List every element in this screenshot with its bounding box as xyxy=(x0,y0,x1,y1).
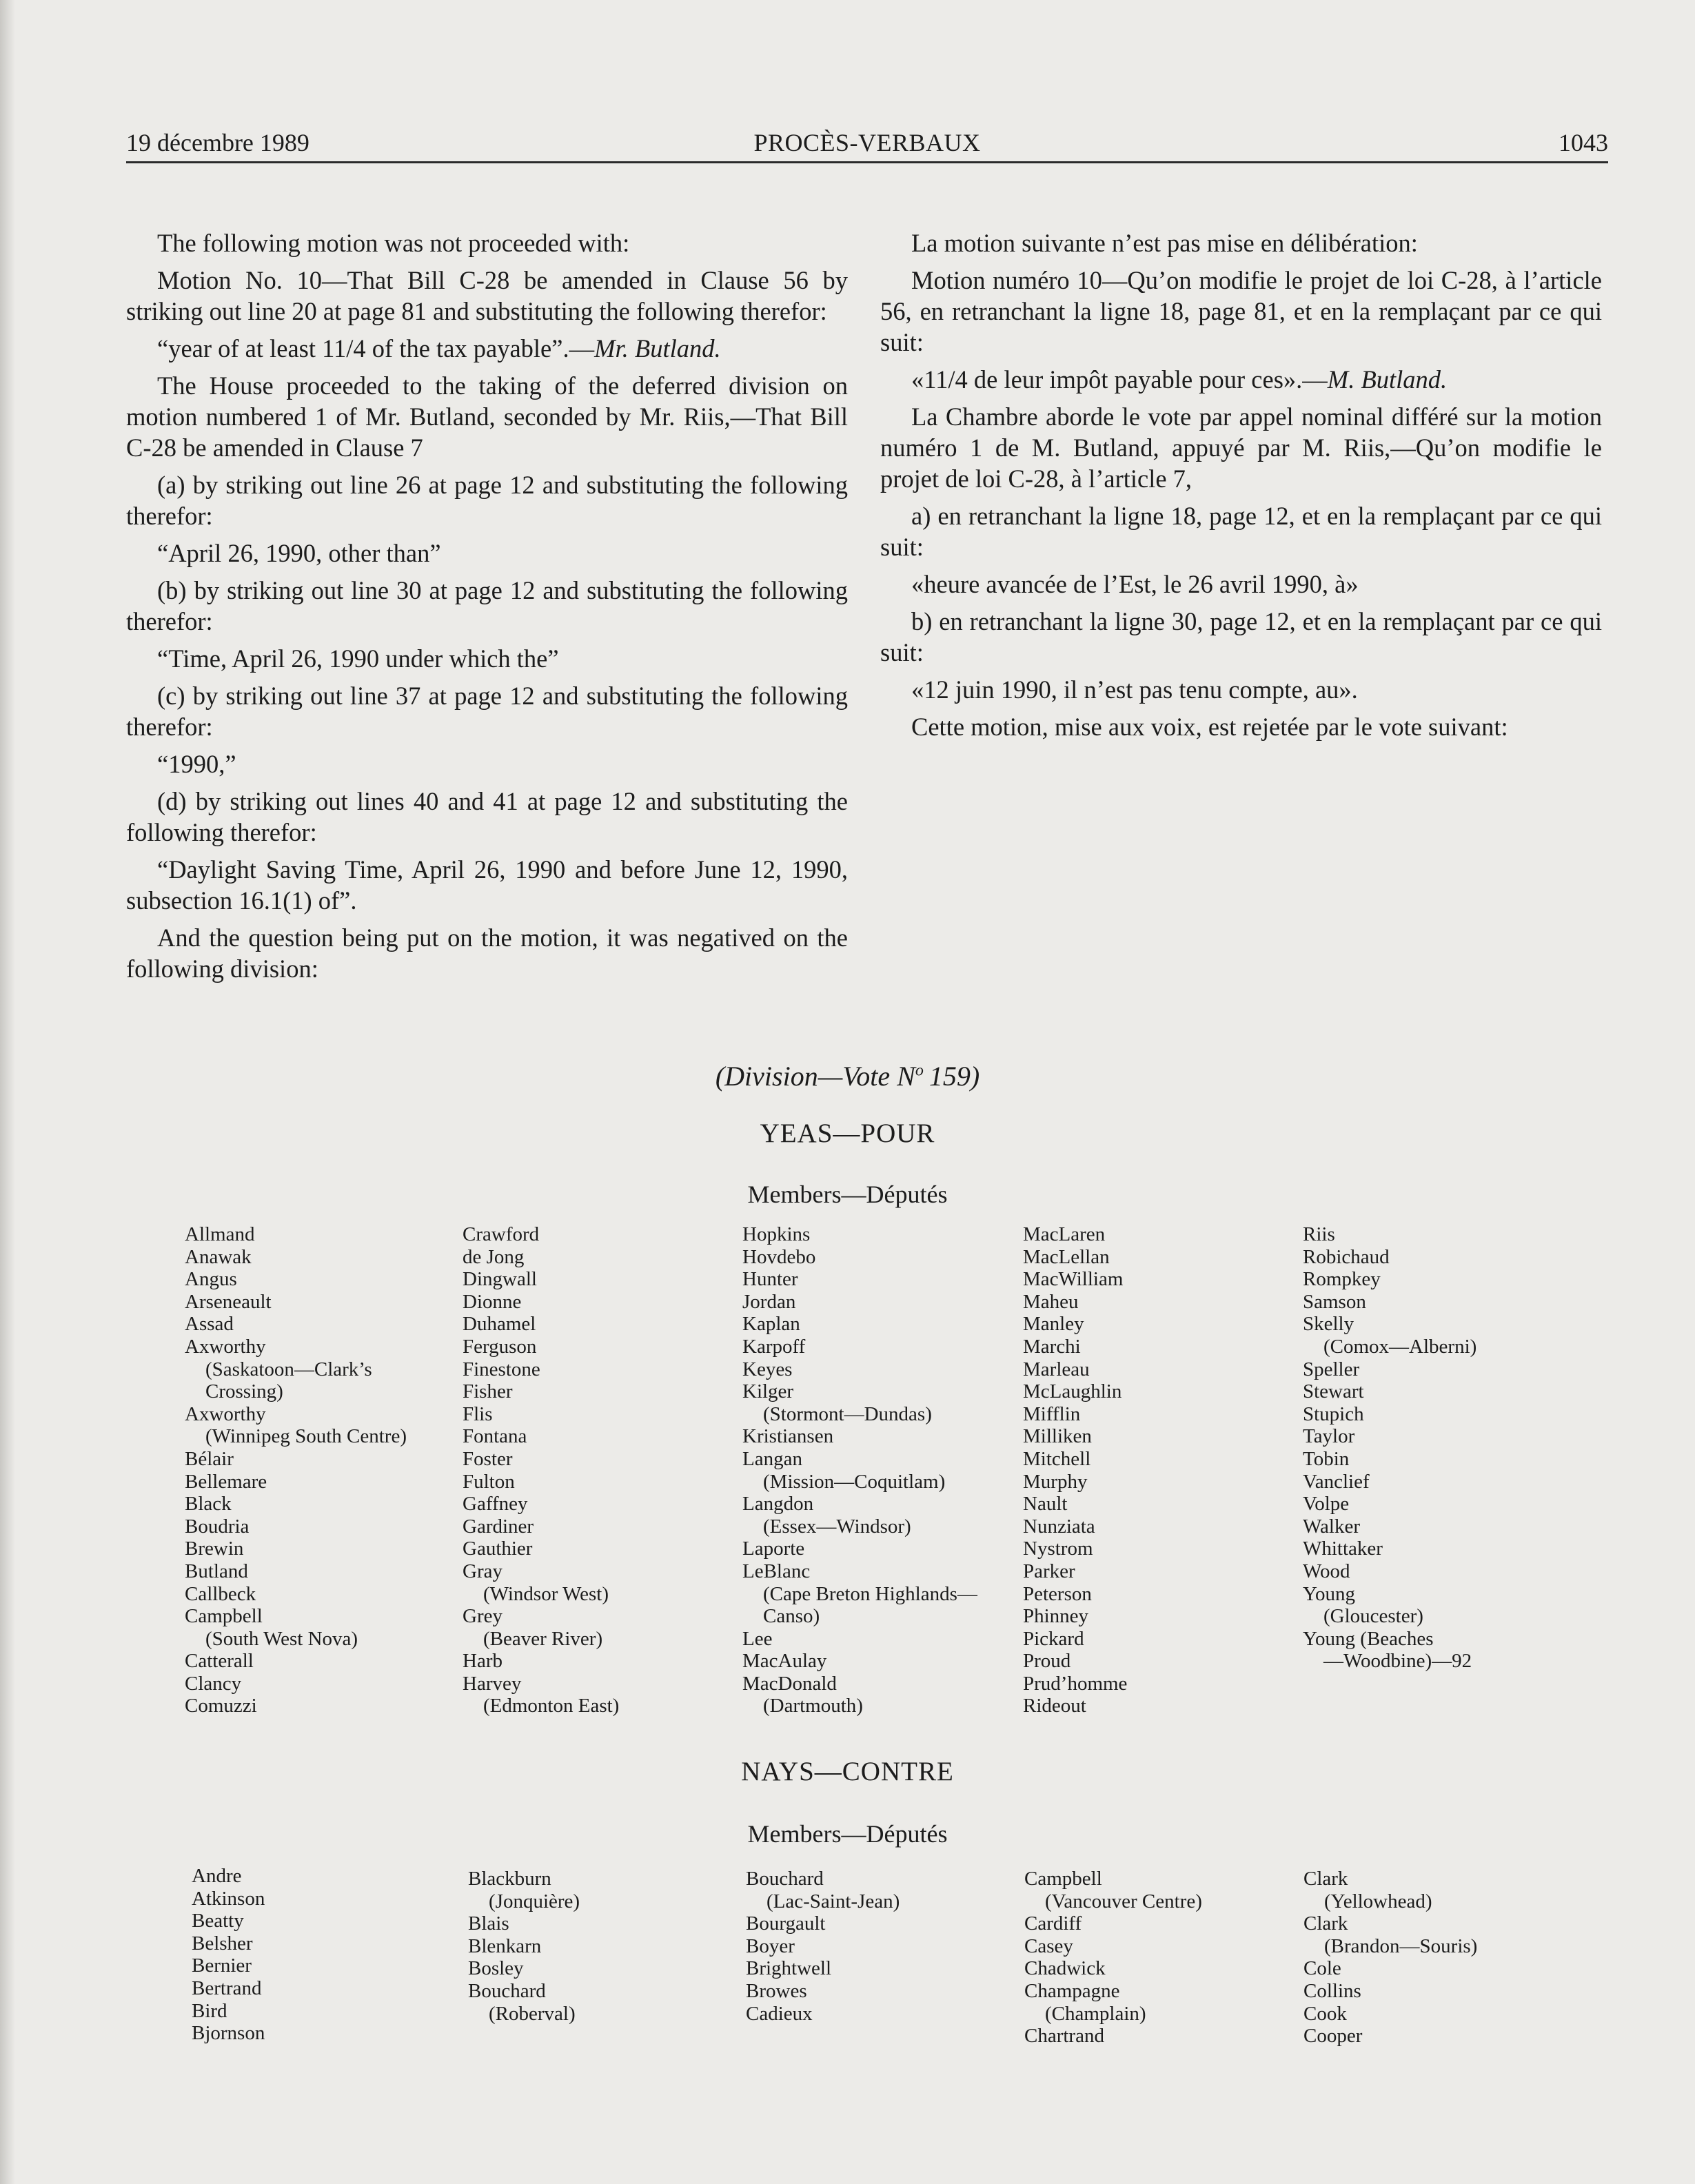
member-name: Speller xyxy=(1303,1358,1360,1380)
member-name: Hopkins xyxy=(742,1223,811,1245)
member-name: Ferguson xyxy=(463,1335,537,1358)
member-name: Volpe xyxy=(1303,1493,1350,1515)
left-column-paragraph: The House proceeded to the taking of the deferred division on motion numbered 1 of Mr. Butland, seconded by Mr. Riis,—That Bill C-28 be amended in Clause 7 xyxy=(126,371,848,462)
member-name: Young (Beaches xyxy=(1303,1627,1434,1650)
member-name: Campbell xyxy=(185,1605,263,1628)
member-name: Stupich xyxy=(1303,1402,1364,1425)
member-name: Langan xyxy=(742,1447,802,1470)
nays-column-3 xyxy=(746,1868,1015,2025)
member-name: Murphy xyxy=(1023,1470,1088,1493)
right-column-paragraph: La Chambre aborde le vote par appel nominal différé sur la motion numéro 1 de M. Butland, appuyé par M. Riis,—Qu’on modifie le projet de loi C-28, à l’article 7, xyxy=(880,402,1602,493)
member-name: Blackburn xyxy=(468,1868,551,1890)
member-name: Cook xyxy=(1303,2002,1347,2025)
member-name: Boudria xyxy=(185,1515,250,1538)
member-name: Callbeck xyxy=(185,1582,256,1605)
member-name: Maheu xyxy=(1023,1290,1079,1313)
left-column-paragraph: “1990,” xyxy=(157,750,236,778)
member-name: Blais xyxy=(468,1912,509,1935)
member-name: (Edmonton East) xyxy=(483,1695,620,1717)
right-column-paragraph: La motion suivante n’est pas mise en délibération: xyxy=(911,229,1418,257)
member-name: Skelly xyxy=(1303,1313,1354,1336)
member-name: MacLellan xyxy=(1023,1245,1110,1268)
member-name: Jordan xyxy=(742,1290,796,1313)
member-name: LeBlanc xyxy=(742,1560,811,1582)
member-name: Foster xyxy=(463,1447,513,1470)
yeas-column-2 xyxy=(463,1223,731,1717)
yeas-column-3 xyxy=(742,1223,1011,1717)
left-column-paragraph: Motion No. 10—That Bill C-28 be amended in Clause 56 by striking out line 20 at page 81 and substituting the following therefor: xyxy=(126,266,848,325)
member-name: Clark xyxy=(1303,1912,1348,1935)
member-name: Proud xyxy=(1023,1650,1071,1673)
member-name: Angus xyxy=(185,1268,237,1291)
member-name: Gardiner xyxy=(463,1515,534,1538)
member-name: Kaplan xyxy=(742,1313,800,1336)
member-name: (Essex—Windsor) xyxy=(763,1515,911,1538)
right-column-paragraph: Motion numéro 10—Qu’on modifie le projet de loi C-28, à l’article 56, en retranchant la ligne 18, page 81, et en la remplaçant par ce qui suit: xyxy=(880,266,1602,356)
member-name: MacDonald xyxy=(742,1672,837,1695)
yeas-column-4 xyxy=(1023,1223,1292,1717)
member-name: —Woodbine)—92 xyxy=(1323,1650,1472,1673)
member-name: (Roberval) xyxy=(489,2002,576,2025)
page-header xyxy=(126,125,1608,163)
member-name: (Comox—Alberni) xyxy=(1323,1335,1477,1358)
member-name: Andre xyxy=(192,1865,242,1887)
left-column-paragraph: The following motion was not proceeded with: xyxy=(157,229,630,257)
left-column-paragraph: (a) by striking out line 26 at page 12 and substituting the following therefor: xyxy=(126,471,848,530)
member-name: (Dartmouth) xyxy=(763,1695,863,1717)
member-name: (Vancouver Centre) xyxy=(1045,1890,1202,1912)
member-name: Bélair xyxy=(185,1447,234,1470)
member-name: MacLaren xyxy=(1023,1223,1106,1245)
right-column-paragraph: b) en retranchant la ligne 30, page 12, et en la remplaçant par ce qui suit: xyxy=(880,607,1602,666)
member-name: Clark xyxy=(1303,1868,1348,1890)
yeas-heading: YEAS—POUR xyxy=(760,1119,935,1148)
left-column-paragraph: (b) by striking out line 30 at page 12 and substituting the following therefor: xyxy=(126,576,848,635)
member-name: Axworthy xyxy=(185,1335,266,1358)
member-name: Gauthier xyxy=(463,1538,533,1560)
member-name: Rideout xyxy=(1023,1695,1086,1717)
member-name: Cooper xyxy=(1303,2025,1363,2048)
member-name: Crawford xyxy=(463,1223,540,1245)
member-name: Champagne xyxy=(1024,1979,1120,2002)
member-name: Harb xyxy=(463,1650,503,1673)
nays-subheading: Members—Députés xyxy=(747,1820,948,1848)
member-name: Bird xyxy=(192,1999,227,2022)
member-name: Robichaud xyxy=(1303,1245,1390,1268)
signature-name: M. Butland. xyxy=(1327,365,1448,394)
member-name: Brewin xyxy=(185,1538,244,1560)
member-name: Prud’homme xyxy=(1023,1672,1128,1695)
member-name: (Cape Breton Highlands— xyxy=(763,1582,977,1605)
left-column-paragraph: (c) by striking out line 37 at page 12 and substituting the following therefor: xyxy=(126,682,848,741)
nays-column-2 xyxy=(468,1868,737,2025)
member-name: Black xyxy=(185,1493,232,1515)
member-name: Belsher xyxy=(192,1932,253,1955)
member-name: Butland xyxy=(185,1560,248,1582)
member-name: Beatty xyxy=(192,1910,244,1932)
member-name: Nystrom xyxy=(1023,1538,1093,1560)
member-name: Stewart xyxy=(1303,1380,1364,1403)
member-name: Bosley xyxy=(468,1957,524,1980)
signature-name: Mr. Butland. xyxy=(594,334,721,363)
member-name: Brightwell xyxy=(746,1957,832,1980)
member-name: Kristiansen xyxy=(742,1425,834,1448)
yeas-subheading: Members—Députés xyxy=(747,1181,948,1208)
member-name: Cadieux xyxy=(746,2002,813,2025)
member-name: (Beaver River) xyxy=(483,1627,603,1650)
member-name: Fulton xyxy=(463,1470,515,1493)
member-name: Lee xyxy=(742,1627,773,1650)
member-name: Kilger xyxy=(742,1380,794,1403)
member-name: Hovdebo xyxy=(742,1245,816,1268)
member-name: Crossing) xyxy=(205,1380,283,1403)
member-name: Karpoff xyxy=(742,1335,806,1358)
member-name: Taylor xyxy=(1303,1425,1355,1448)
member-name: Milliken xyxy=(1023,1425,1092,1448)
yeas-column-1 xyxy=(185,1223,454,1717)
yeas-column-5 xyxy=(1303,1223,1572,1673)
right-column-paragraph: Cette motion, mise aux voix, est rejetée par le vote suivant: xyxy=(911,713,1508,741)
member-name: Laporte xyxy=(742,1538,805,1560)
member-name: Browes xyxy=(746,1979,807,2002)
member-name: Peterson xyxy=(1023,1582,1092,1605)
member-name: Cole xyxy=(1303,1957,1341,1980)
member-name: (Stormont—Dundas) xyxy=(763,1402,932,1425)
member-name: Langdon xyxy=(742,1493,814,1515)
member-name: (Champlain) xyxy=(1045,2002,1146,2025)
member-name: Arseneault xyxy=(185,1290,272,1313)
right-column-paragraph: «heure avancée de l’Est, le 26 avril 1990, à» xyxy=(911,570,1359,598)
member-name: Hunter xyxy=(742,1268,798,1291)
member-name: (Brandon—Souris) xyxy=(1324,1935,1478,1957)
member-name: Mifflin xyxy=(1023,1402,1081,1425)
member-name: Phinney xyxy=(1023,1605,1089,1628)
member-name: Comuzzi xyxy=(185,1695,257,1717)
right-column-paragraph: a) en retranchant la ligne 18, page 12, et en la remplaçant par ce qui suit: xyxy=(880,502,1602,561)
member-name: Bouchard xyxy=(746,1868,824,1890)
member-name: Parker xyxy=(1023,1560,1075,1582)
member-name: Pickard xyxy=(1023,1627,1084,1650)
nays-column-5 xyxy=(1303,1868,1572,2048)
member-name: Vanclief xyxy=(1303,1470,1370,1493)
member-name: Duhamel xyxy=(463,1313,536,1336)
member-name: Bjornson xyxy=(192,2022,265,2045)
member-name: Mitchell xyxy=(1023,1447,1091,1470)
member-name: Flis xyxy=(463,1402,493,1425)
member-name: MacAulay xyxy=(742,1650,827,1673)
member-name: (Windsor West) xyxy=(483,1582,609,1605)
right-column-paragraph: «12 juin 1990, il n’est pas tenu compte, au». xyxy=(911,675,1358,704)
member-name: Axworthy xyxy=(185,1402,266,1425)
header-date: 19 décembre 1989 xyxy=(126,129,309,156)
member-name: Finestone xyxy=(463,1358,540,1380)
member-name: Clancy xyxy=(185,1672,242,1695)
member-name: Bernier xyxy=(192,1955,252,1977)
left-column-paragraph: “Time, April 26, 1990 under which the” xyxy=(157,644,559,673)
member-name: Bellemare xyxy=(185,1470,267,1493)
member-name: Fisher xyxy=(463,1380,513,1403)
division-title: (Division—Vote $N^o$ 159) xyxy=(715,1061,980,1092)
member-name: Dionne xyxy=(463,1290,522,1313)
member-name: Keyes xyxy=(742,1358,793,1380)
member-name: Collins xyxy=(1303,1979,1361,2002)
member-name: Casey xyxy=(1024,1935,1073,1957)
member-name: Bouchard xyxy=(468,1979,546,2002)
member-name: Blenkarn xyxy=(468,1935,542,1957)
member-name: Tobin xyxy=(1303,1447,1350,1470)
french-column xyxy=(880,227,1602,748)
member-name: Gray xyxy=(463,1560,503,1582)
left-column-paragraph: “Daylight Saving Time, April 26, 1990 and before June 12, 1990, subsection 16.1(1) of”. xyxy=(126,855,848,915)
member-name: Samson xyxy=(1303,1290,1366,1313)
member-name: (Mission—Coquitlam) xyxy=(763,1470,946,1493)
member-name: (Lac-Saint-Jean) xyxy=(767,1890,900,1912)
member-name: Catterall xyxy=(185,1650,254,1673)
member-name: Chartrand xyxy=(1024,2025,1104,2048)
member-name: Bourgault xyxy=(746,1912,826,1935)
member-name: McLaughlin xyxy=(1023,1380,1122,1403)
member-name: Marchi xyxy=(1023,1335,1081,1358)
member-name: Boyer xyxy=(746,1935,795,1957)
member-name: Cardiff xyxy=(1024,1912,1082,1935)
member-name: Walker xyxy=(1303,1515,1361,1538)
member-name: Rompkey xyxy=(1303,1268,1381,1291)
nays-heading: NAYS—CONTRE xyxy=(741,1757,954,1786)
left-column-paragraph: And the question being put on the motion, it was negatived on the following division: xyxy=(126,923,848,983)
nays-column-1 xyxy=(192,1865,460,2045)
member-name: Fontana xyxy=(463,1425,527,1448)
member-name: Harvey xyxy=(463,1672,522,1695)
member-name: Nunziata xyxy=(1023,1515,1095,1538)
member-name: (Gloucester) xyxy=(1323,1605,1423,1628)
member-name: Manley xyxy=(1023,1313,1084,1336)
member-name: de Jong xyxy=(463,1245,525,1268)
member-name: (South West Nova) xyxy=(205,1627,358,1650)
member-name: Canso) xyxy=(763,1605,820,1628)
left-column-paragraph: (d) by striking out lines 40 and 41 at page 12 and substituting the following therefor: xyxy=(126,787,848,846)
member-name: (Saskatoon—Clark’s xyxy=(205,1358,372,1380)
header-title: PROCÈS-VERBAUX xyxy=(753,129,981,156)
member-name: Bertrand xyxy=(192,1977,262,1999)
member-name: Gaffney xyxy=(463,1493,528,1515)
member-name: Campbell xyxy=(1024,1868,1102,1890)
member-name: (Jonquière) xyxy=(489,1890,580,1912)
member-name: Riis xyxy=(1303,1223,1335,1245)
member-name: Dingwall xyxy=(463,1268,537,1291)
member-name: (Winnipeg South Centre) xyxy=(205,1425,407,1448)
member-name: Atkinson xyxy=(192,1887,265,1910)
member-name: (Yellowhead) xyxy=(1324,1890,1432,1912)
member-name: Whittaker xyxy=(1303,1538,1383,1560)
left-column-paragraph: “April 26, 1990, other than” xyxy=(157,539,441,567)
page-number: 1043 xyxy=(1559,129,1608,156)
member-name: Wood xyxy=(1303,1560,1350,1582)
left-column-paragraph: “year of at least 11/4 of the tax payable”.—Mr. Butland. xyxy=(157,334,721,363)
member-name: Young xyxy=(1303,1582,1356,1605)
member-name: Nault xyxy=(1023,1493,1068,1515)
right-column-paragraph: «11/4 de leur impôt payable pour ces».—M. Butland. xyxy=(911,365,1448,394)
member-name: Allmand xyxy=(185,1223,255,1245)
nays-column-4 xyxy=(1024,1868,1293,2048)
member-name: Grey xyxy=(463,1605,503,1628)
member-name: Assad xyxy=(185,1313,234,1336)
member-name: Chadwick xyxy=(1024,1957,1106,1980)
member-name: MacWilliam xyxy=(1023,1268,1124,1291)
english-column xyxy=(126,227,848,990)
member-name: Anawak xyxy=(185,1245,252,1268)
member-name: Marleau xyxy=(1023,1358,1090,1380)
